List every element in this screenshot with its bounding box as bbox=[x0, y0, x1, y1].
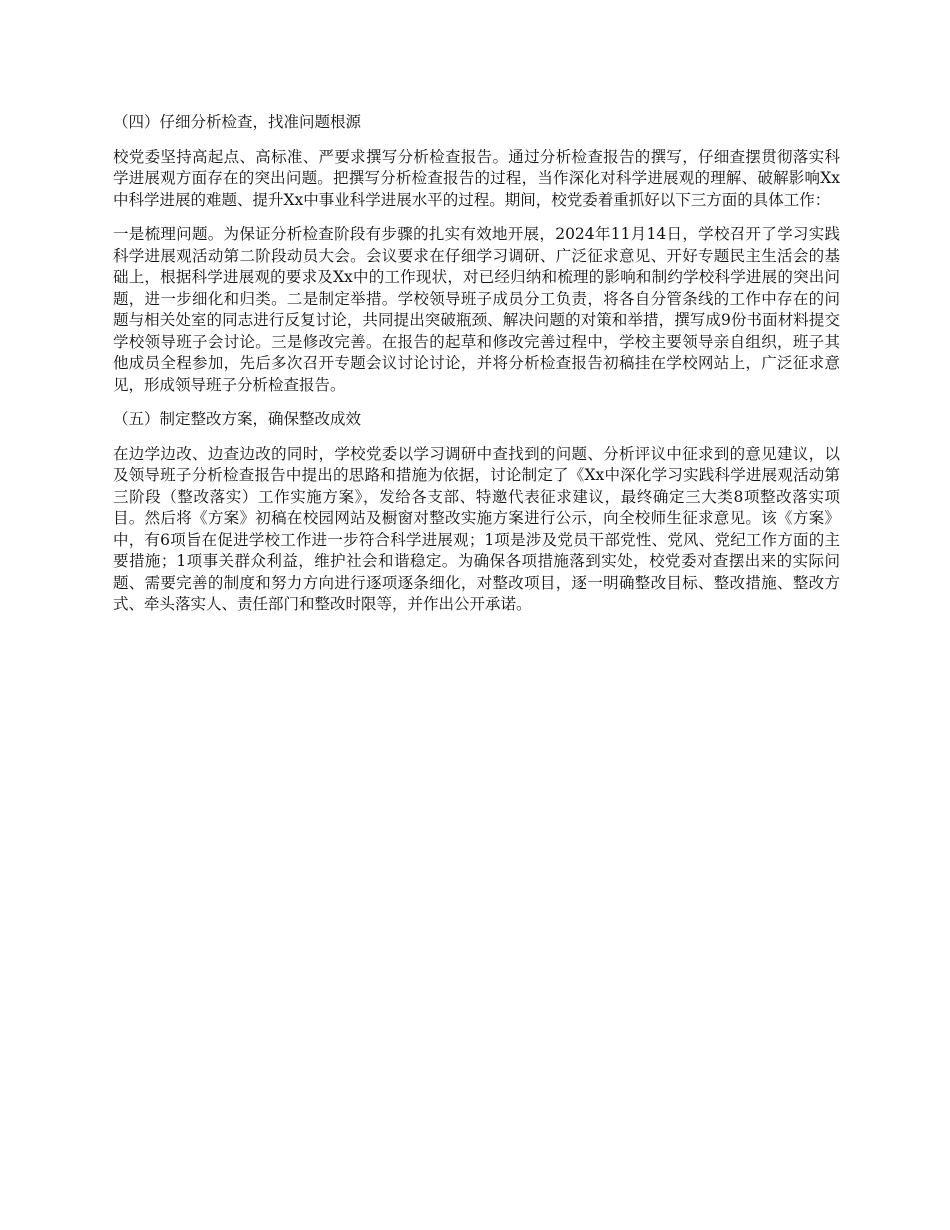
document-page bbox=[113, 112, 840, 629]
section-4-paragraph-2: 一是梳理问题。为保证分析检查阶段有步骤的扎实有效地开展，2024年11月14日，学校召开了学习实践科学进展观活动第二阶段动员大会。会议要求在仔细学习调研、广泛征求意见、开好专题民主生活会的基础上，根据科学进展观的要求及Xx中的工作现状，对已经归纳和梳理的影响和制约学校科学进展的突出问题，进一步细化和归类。二是制定举措。学校领导班子成员分工负责，将各自分管条线的工作中存在的问题与相关处室的同志进行反复讨论，共同提出突破瓶颈、解决问题的对策和举措，撰写成9份书面材料提交学校领导班子会讨论。三是修改完善。在报告的起草和修改完善过程中，学校主要领导亲自组织，班子其他成员全程参加，先后多次召开专题会议讨论讨论，并将分析检查报告初稿挂在学校网站上，广泛征求意见，形成领导班子分析检查报告。 bbox=[113, 225, 840, 394]
section-5-paragraph-1: 在边学边改、边查边改的同时，学校党委以学习调研中查找到的问题、分析评议中征求到的意见建议，以及领导班子分析检查报告中提出的思路和措施为依据，讨论制定了《Xx中深化学习实践科学进展观活动第三阶段（整改落实）工作实施方案》，发给各支部、特邀代表征求建议，最终确定三大类8项整改落实项目。然后将《方案》初稿在校园网站及橱窗对整改实施方案进行公示，向全校师生征求意见。该《方案》中，有6项旨在促进学校工作进一步符合科学进展观；1项是涉及党员干部党性、党风、党纪工作方面的主要措施；1项事关群众利益，维护社会和谐稳定。为确保各项措施落到实处，校党委对查摆出来的实际问题、需要完善的制度和努力方向进行逐项逐条细化，对整改项目，逐一明确整改目标、整改措施、整改方式、牵头落实人、责任部门和整改时限等，并作出公开承诺。 bbox=[113, 444, 840, 613]
section-4-paragraph-1: 校党委坚持高起点、高标准、严要求撰写分析检查报告。通过分析检查报告的撰写，仔细查摆贯彻落实科学进展观方面存在的突出问题。把撰写分析检查报告的过程，当作深化对科学进展观的理解、破解影响Xx中科学进展的难题、提升Xx中事业科学进展水平的过程。期间，校党委着重抓好以下三方面的具体工作： bbox=[113, 147, 840, 209]
section-heading-4: （四）仔细分析检查，找准问题根源 bbox=[113, 113, 362, 131]
section-heading-5: （五）制定整改方案，确保整改成效 bbox=[113, 410, 362, 428]
